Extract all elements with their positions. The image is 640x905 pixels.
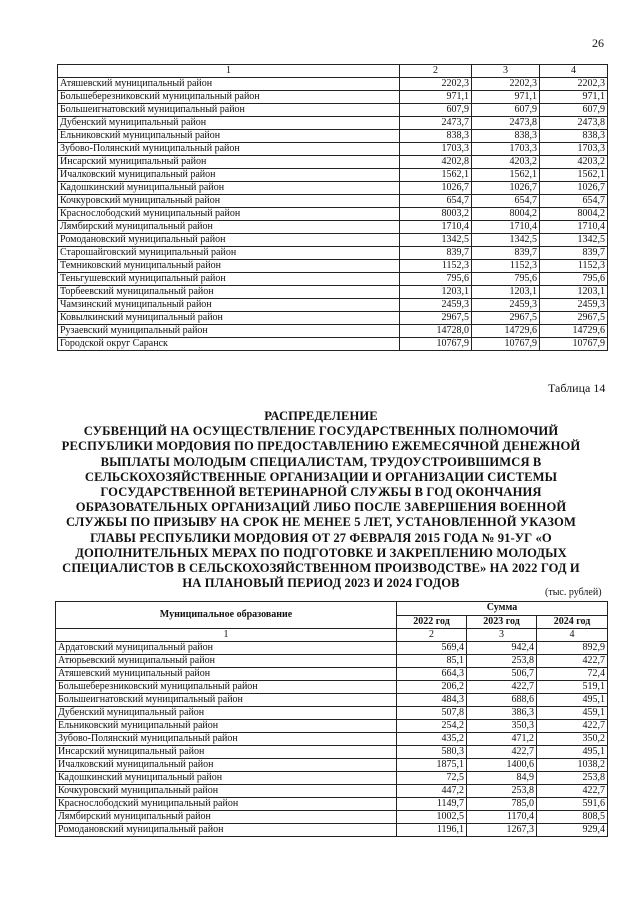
value-cell: 1400,6: [467, 759, 537, 772]
municipality-cell: Атяшевский муниципальный район: [58, 78, 400, 91]
municipality-cell: Теньгушевский муниципальный район: [58, 273, 400, 286]
value-cell: 253,8: [537, 772, 608, 785]
column-numbers-row: [58, 65, 608, 78]
heading-line: ДОПОЛНИТЕЛЬНЫХ МЕРАХ ПО ПОДГОТОВКЕ И ЗАКРЕПЛЕНИЮ МОЛОДЫХ: [75, 545, 567, 560]
municipality-cell: Кочкуровский муниципальный район: [58, 195, 400, 208]
value-cell: 1342,5: [540, 234, 608, 247]
heading-line: РАСПРЕДЕЛЕНИЕ: [264, 409, 378, 423]
value-cell: 519,1: [537, 681, 608, 694]
value-cell: 350,3: [467, 720, 537, 733]
value-cell: 795,6: [540, 273, 608, 286]
column-number: 1: [56, 629, 397, 642]
value-cell: 971,1: [400, 91, 472, 104]
value-cell: 2202,3: [400, 78, 472, 91]
value-cell: 1710,4: [540, 221, 608, 234]
value-cell: 2967,5: [540, 312, 608, 325]
header-year: 2024 год: [537, 615, 608, 629]
value-cell: 785,0: [467, 798, 537, 811]
value-cell: 4203,2: [472, 156, 540, 169]
value-cell: 838,3: [472, 130, 540, 143]
value-cell: 1152,3: [540, 260, 608, 273]
value-cell: 795,6: [472, 273, 540, 286]
value-cell: 72,5: [397, 772, 467, 785]
value-cell: 929,4: [537, 824, 608, 837]
municipality-cell: Большеигнатовский муниципальный район: [58, 104, 400, 117]
table-row: [58, 130, 608, 143]
value-cell: 654,7: [540, 195, 608, 208]
column-numbers-row: [56, 629, 608, 642]
value-cell: 8003,2: [400, 208, 472, 221]
municipality-cell: Атяшевский муниципальный район: [56, 668, 397, 681]
value-cell: 1562,1: [400, 169, 472, 182]
value-cell: 2473,8: [540, 117, 608, 130]
table-row: [58, 312, 608, 325]
value-cell: 10767,9: [400, 338, 472, 351]
heading-line: СУБВЕНЦИЙ НА ОСУЩЕСТВЛЕНИЕ ГОСУДАРСТВЕННЫХ ПОЛНОМОЧИЙ: [83, 424, 559, 439]
value-cell: 14729,6: [540, 325, 608, 338]
municipality-cell: Зубово-Полянский муниципальный район: [56, 733, 397, 746]
value-cell: 654,7: [400, 195, 472, 208]
municipality-cell: Лямбирский муниципальный район: [56, 811, 397, 824]
value-cell: 2967,5: [472, 312, 540, 325]
value-cell: 422,7: [537, 720, 608, 733]
municipality-cell: Большеберезниковский муниципальный район: [56, 681, 397, 694]
table-row: [56, 694, 608, 707]
municipality-cell: Старошайговский муниципальный район: [58, 247, 400, 260]
value-cell: 808,5: [537, 811, 608, 824]
municipality-cell: Ромодановский муниципальный район: [58, 234, 400, 247]
value-cell: 1875,1: [397, 759, 467, 772]
municipality-cell: Рузаевский муниципальный район: [58, 325, 400, 338]
table-row: [56, 824, 608, 837]
value-cell: 839,7: [472, 247, 540, 260]
municipality-cell: Ельниковский муниципальный район: [56, 720, 397, 733]
municipality-cell: Дубенский муниципальный район: [58, 117, 400, 130]
value-cell: 10767,9: [540, 338, 608, 351]
value-cell: 1203,1: [472, 286, 540, 299]
heading-line: ГЛАВЫ РЕСПУБЛИКИ МОРДОВИЯ ОТ 27 ФЕВРАЛЯ 2015 ГОДА № 91-УГ «О: [90, 530, 552, 545]
value-cell: 484,3: [397, 694, 467, 707]
municipality-cell: Кочкуровский муниципальный район: [56, 785, 397, 798]
table-row: [58, 273, 608, 286]
header-sum: Сумма: [397, 602, 608, 616]
value-cell: 254,2: [397, 720, 467, 733]
municipality-cell: Ичалковский муниципальный район: [58, 169, 400, 182]
table-row: [56, 668, 608, 681]
municipality-cell: Ковылкинский муниципальный район: [58, 312, 400, 325]
value-cell: 2459,3: [472, 299, 540, 312]
value-cell: 1703,3: [540, 143, 608, 156]
table-row: [56, 785, 608, 798]
table-14: [55, 601, 608, 837]
value-cell: 2967,5: [400, 312, 472, 325]
table-row: [56, 733, 608, 746]
table-row: [58, 195, 608, 208]
municipality-cell: Ичалковский муниципальный район: [56, 759, 397, 772]
value-cell: 506,7: [467, 668, 537, 681]
value-cell: 839,7: [540, 247, 608, 260]
municipality-cell: Зубово-Полянский муниципальный район: [58, 143, 400, 156]
table-row: [58, 247, 608, 260]
table-row: [56, 642, 608, 655]
heading-line: ОБРАЗОВАТЕЛЬНЫХ ОРГАНИЗАЦИЙ ЛИБО ПОСЛЕ ЗАВЕРШЕНИЯ ВОЕННОЙ: [75, 500, 567, 515]
municipality-cell: Инсарский муниципальный район: [58, 156, 400, 169]
table-row: [58, 91, 608, 104]
municipality-cell: Ардатовский муниципальный район: [56, 642, 397, 655]
value-cell: 459,1: [537, 707, 608, 720]
value-cell: 1038,2: [537, 759, 608, 772]
value-cell: 607,9: [540, 104, 608, 117]
value-cell: 2202,3: [540, 78, 608, 91]
value-cell: 447,2: [397, 785, 467, 798]
value-cell: 1002,5: [397, 811, 467, 824]
heading-line: ГОСУДАРСТВЕННОЙ ВЕТЕРИНАРНОЙ СЛУЖБЫ В ГОД ОКОНЧАНИЯ: [100, 485, 542, 500]
table-row: [58, 234, 608, 247]
value-cell: 422,7: [467, 746, 537, 759]
value-cell: 688,6: [467, 694, 537, 707]
value-cell: 2459,3: [400, 299, 472, 312]
table-row: [58, 208, 608, 221]
table-continued: [57, 64, 608, 351]
table-row: [58, 78, 608, 91]
value-cell: 1170,4: [467, 811, 537, 824]
value-cell: 422,7: [537, 655, 608, 668]
table-row: [58, 182, 608, 195]
header-year: 2023 год: [467, 615, 537, 629]
value-cell: 1710,4: [472, 221, 540, 234]
value-cell: 495,1: [537, 694, 608, 707]
table-label: Таблица 14: [548, 381, 606, 395]
municipality-cell: Торбеевский муниципальный район: [58, 286, 400, 299]
column-number: 3: [467, 629, 537, 642]
table-row: [56, 655, 608, 668]
value-cell: 654,7: [472, 195, 540, 208]
value-cell: 1149,7: [397, 798, 467, 811]
value-cell: 971,1: [472, 91, 540, 104]
value-cell: 795,6: [400, 273, 472, 286]
table-row: [58, 156, 608, 169]
value-cell: 1267,3: [467, 824, 537, 837]
value-cell: 1152,3: [400, 260, 472, 273]
header-row: [56, 602, 608, 616]
value-cell: 1562,1: [540, 169, 608, 182]
heading-line: РЕСПУБЛИКИ МОРДОВИЯ ПО ПРЕДОСТАВЛЕНИЮ ЕЖЕМЕСЯЧНОЙ ДЕНЕЖНОЙ: [61, 439, 581, 454]
heading-line: СПЕЦИАЛИСТОВ В СЕЛЬСКОХОЗЯЙСТВЕННОМ ПРОИЗВОДСТВЕ» НА 2022 ГОД И: [62, 561, 580, 576]
municipality-cell: Лямбирский муниципальный район: [58, 221, 400, 234]
table-row: [56, 746, 608, 759]
municipality-cell: Городской округ Саранск: [58, 338, 400, 351]
value-cell: 14728,0: [400, 325, 472, 338]
column-number: 4: [537, 629, 608, 642]
value-cell: 1152,3: [472, 260, 540, 273]
value-cell: 1710,4: [400, 221, 472, 234]
table-row: [58, 299, 608, 312]
municipality-cell: Большеигнатовский муниципальный район: [56, 694, 397, 707]
value-cell: 580,3: [397, 746, 467, 759]
value-cell: 1026,7: [400, 182, 472, 195]
table-row: [58, 104, 608, 117]
table-row: [58, 117, 608, 130]
value-cell: 2473,8: [472, 117, 540, 130]
table-row: [58, 286, 608, 299]
municipality-cell: Большеберезниковский муниципальный район: [58, 91, 400, 104]
value-cell: 10767,9: [472, 338, 540, 351]
column-number: 1: [58, 65, 400, 78]
value-cell: 495,1: [537, 746, 608, 759]
value-cell: 591,6: [537, 798, 608, 811]
units-label: (тыс. рублей): [545, 587, 602, 598]
value-cell: 4203,2: [540, 156, 608, 169]
value-cell: 386,3: [467, 707, 537, 720]
municipality-cell: Дубенский муниципальный район: [56, 707, 397, 720]
column-number: 4: [540, 65, 608, 78]
value-cell: 422,7: [537, 785, 608, 798]
header-year: 2022 год: [397, 615, 467, 629]
value-cell: 664,3: [397, 668, 467, 681]
value-cell: 8004,2: [472, 208, 540, 221]
table-row: [56, 681, 608, 694]
heading-line: НА ПЛАНОВЫЙ ПЕРИОД 2023 И 2024 ГОДОВ: [182, 576, 460, 591]
value-cell: 72,4: [537, 668, 608, 681]
table-row: [56, 720, 608, 733]
municipality-cell: Темниковский муниципальный район: [58, 260, 400, 273]
value-cell: 892,9: [537, 642, 608, 655]
header-municipality: Муниципальное образование: [56, 602, 397, 629]
value-cell: 350,2: [537, 733, 608, 746]
value-cell: 14729,6: [472, 325, 540, 338]
value-cell: 1703,3: [472, 143, 540, 156]
value-cell: 971,1: [540, 91, 608, 104]
value-cell: 839,7: [400, 247, 472, 260]
value-cell: 569,4: [397, 642, 467, 655]
value-cell: 1342,5: [400, 234, 472, 247]
value-cell: 1026,7: [472, 182, 540, 195]
municipality-cell: Чамзинский муниципальный район: [58, 299, 400, 312]
value-cell: 422,7: [467, 681, 537, 694]
value-cell: 2202,3: [472, 78, 540, 91]
municipality-cell: Инсарский муниципальный район: [56, 746, 397, 759]
value-cell: 2473,7: [400, 117, 472, 130]
table-row: [58, 325, 608, 338]
table-row: [56, 759, 608, 772]
value-cell: 838,3: [540, 130, 608, 143]
value-cell: 253,8: [467, 785, 537, 798]
value-cell: 507,8: [397, 707, 467, 720]
value-cell: 1203,1: [400, 286, 472, 299]
value-cell: 84,9: [467, 772, 537, 785]
value-cell: 607,9: [472, 104, 540, 117]
municipality-cell: Краснослободский муниципальный район: [56, 798, 397, 811]
municipality-cell: Кадошкинский муниципальный район: [58, 182, 400, 195]
distribution-heading: [58, 409, 584, 591]
table-row: [56, 798, 608, 811]
municipality-cell: Атюрьевский муниципальный район: [56, 655, 397, 668]
table-row: [58, 338, 608, 351]
value-cell: 471,2: [467, 733, 537, 746]
value-cell: 1562,1: [472, 169, 540, 182]
value-cell: 1342,5: [472, 234, 540, 247]
heading-line: ВЫПЛАТЫ МОЛОДЫМ СПЕЦИАЛИСТАМ, ТРУДОУСТРОИВШИМСЯ В: [100, 454, 542, 469]
value-cell: 1026,7: [540, 182, 608, 195]
municipality-cell: Ромодановский муниципальный район: [56, 824, 397, 837]
column-number: 3: [472, 65, 540, 78]
value-cell: 1196,1: [397, 824, 467, 837]
heading-line: СЛУЖБЫ ПО ПРИЗЫВУ НА СРОК НЕ МЕНЕЕ 5 ЛЕТ, УСТАНОВЛЕННОЙ УКАЗОМ: [66, 515, 576, 530]
table-row: [56, 772, 608, 785]
value-cell: 253,8: [467, 655, 537, 668]
table-row: [58, 169, 608, 182]
value-cell: 1703,3: [400, 143, 472, 156]
heading-line: СЕЛЬСКОХОЗЯЙСТВЕННЫЕ ОРГАНИЗАЦИИ И ОРГАНИЗАЦИИ СИСТЕМЫ: [84, 469, 558, 484]
column-number: 2: [397, 629, 467, 642]
value-cell: 8004,2: [540, 208, 608, 221]
value-cell: 1203,1: [540, 286, 608, 299]
table-row: [56, 811, 608, 824]
value-cell: 607,9: [400, 104, 472, 117]
page-number: 26: [592, 36, 604, 50]
municipality-cell: Ельниковский муниципальный район: [58, 130, 400, 143]
municipality-cell: Кадошкинский муниципальный район: [56, 772, 397, 785]
value-cell: 435,2: [397, 733, 467, 746]
value-cell: 4202,8: [400, 156, 472, 169]
value-cell: 206,2: [397, 681, 467, 694]
table-row: [58, 221, 608, 234]
value-cell: 838,3: [400, 130, 472, 143]
value-cell: 2459,3: [540, 299, 608, 312]
table-row: [58, 143, 608, 156]
municipality-cell: Краснослободский муниципальный район: [58, 208, 400, 221]
value-cell: 942,4: [467, 642, 537, 655]
column-number: 2: [400, 65, 472, 78]
table-row: [58, 260, 608, 273]
value-cell: 85,1: [397, 655, 467, 668]
table-row: [56, 707, 608, 720]
